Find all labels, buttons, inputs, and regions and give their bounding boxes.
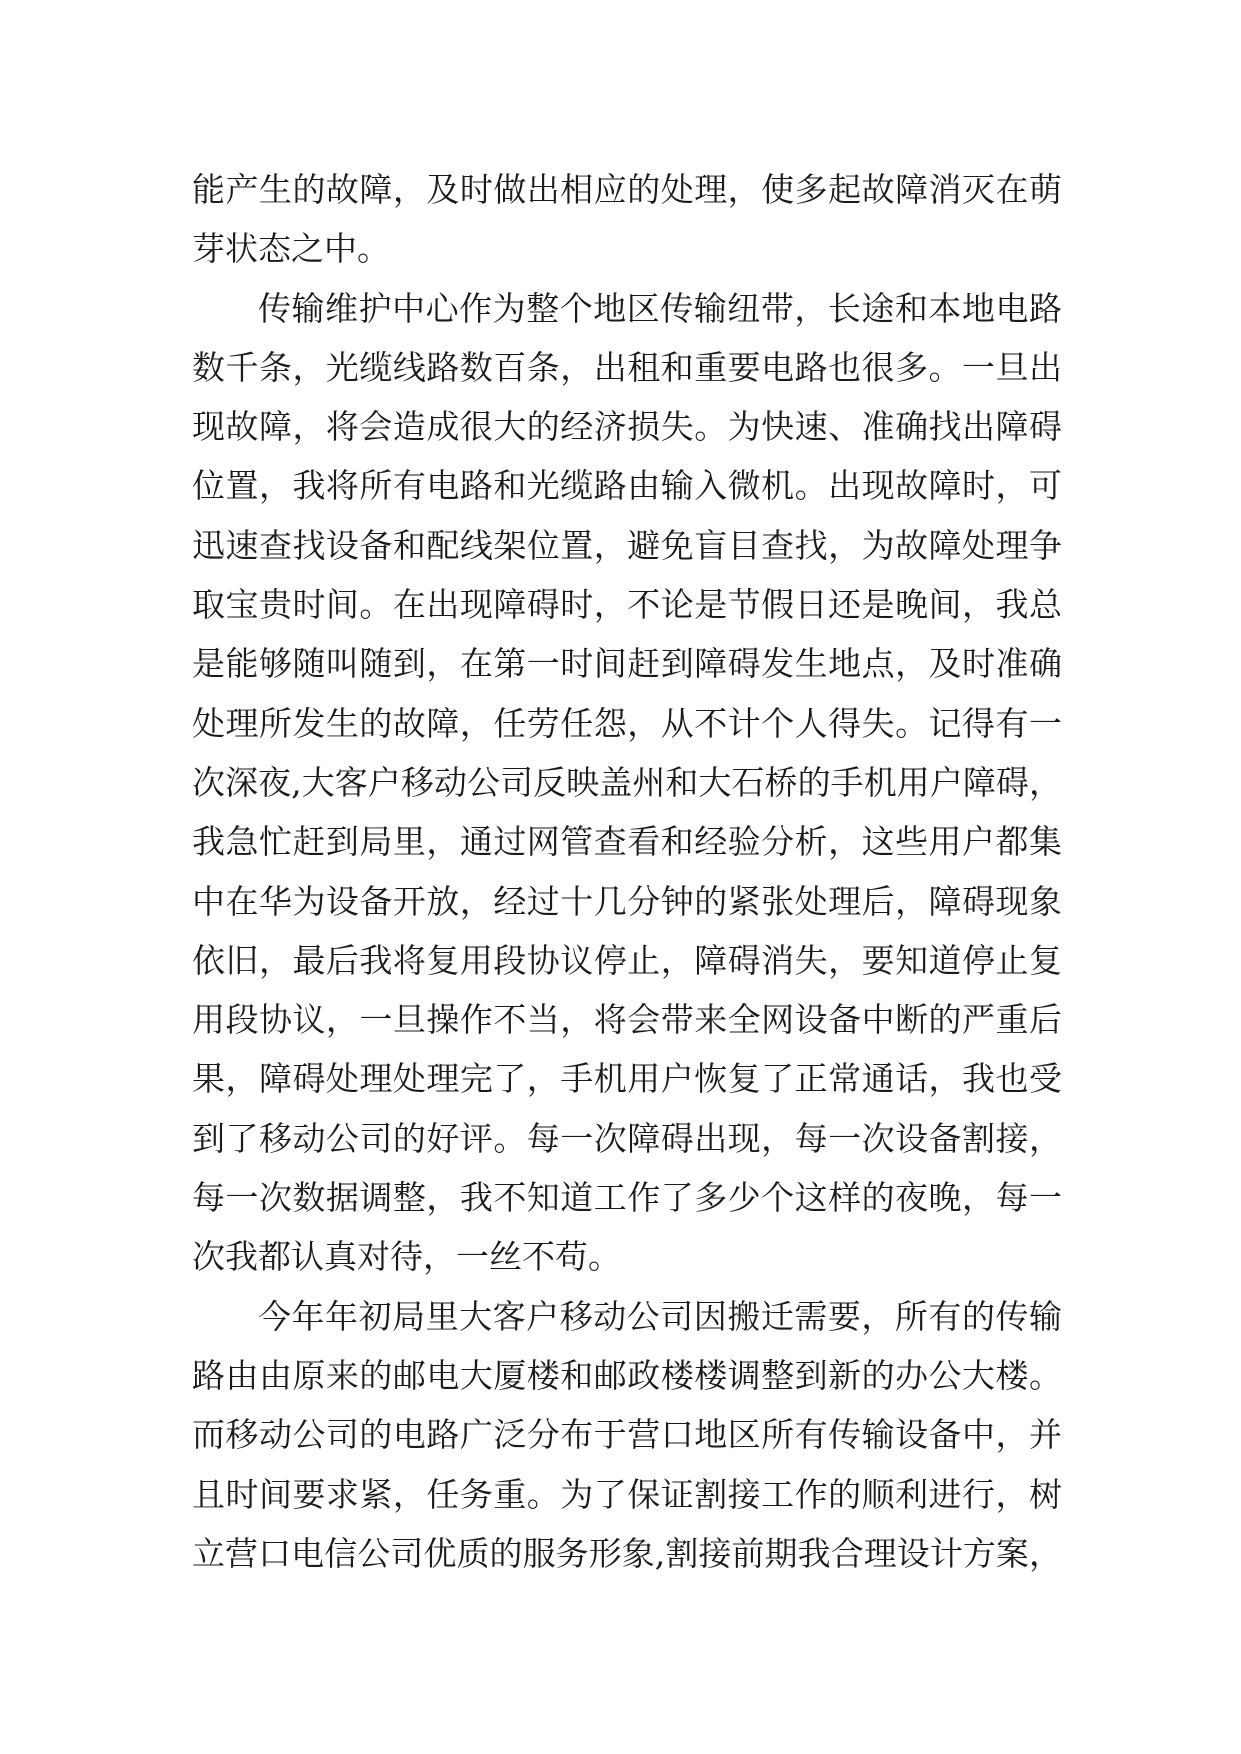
text-line: 果，障碍处理处理完了，手机用户恢复了正常通话，我也受 <box>192 1059 1062 1099</box>
text-line: 能产生的故障，及时做出相应的处理，使多起故障消灭在萌 <box>192 170 1062 209</box>
text-line: 到了移动公司的好评。每一次障碍出现，每一次设备割接， <box>192 1118 1062 1158</box>
text-line: 次我都认真对待，一丝不苟。 <box>192 1237 621 1277</box>
text-line: 迅速查找设备和配线架位置，避免盲目查找，为故障处理争 <box>192 525 1062 565</box>
text-line: 中在华为设备开放，经过十几分钟的紧张处理后，障碍现象 <box>192 881 1062 921</box>
text-line: 每一次数据调整，我不知道工作了多少个这样的夜晚，每一 <box>192 1178 1062 1218</box>
text-line: 现故障，将会造成很大的经济损失。为快速、准确找出障碍 <box>192 407 1062 447</box>
text-line: 处理所发生的故障，任劳任怨，从不计个人得失。记得有一 <box>192 703 1062 743</box>
text-line: 我急忙赶到局里，通过网管查看和经验分析，这些用户都集 <box>192 822 1062 862</box>
paragraph-first-line: 传输维护中心作为整个地区传输纽带，长途和本地电路 <box>258 288 1062 328</box>
body-text <box>192 160 1062 1583</box>
text-line: 路由由原来的邮电大厦楼和邮政楼楼调整到新的办公大楼。 <box>192 1355 1062 1395</box>
paragraph-first-line: 今年年初局里大客户移动公司因搬迁需要，所有的传输 <box>258 1296 1062 1336</box>
text-line: 而移动公司的电路广泛分布于营口地区所有传输设备中，并 <box>192 1415 1062 1455</box>
text-line: 数千条，光缆线路数百条，出租和重要电路也很多。一旦出 <box>192 347 1062 387</box>
text-line: 用段协议，一旦操作不当，将会带来全网设备中断的严重后 <box>192 1000 1062 1040</box>
text-line: 依旧，最后我将复用段协议停止，障碍消失，要知道停止复 <box>192 940 1062 980</box>
text-line: 取宝贵时间。在出现障碍时，不论是节假日还是晚间，我总 <box>192 585 1062 625</box>
text-line: 是能够随叫随到，在第一时间赶到障碍发生地点，及时准确 <box>192 644 1062 684</box>
text-line: 且时间要求紧，任务重。为了保证割接工作的顺利进行，树 <box>192 1474 1062 1514</box>
text-line: 立营口电信公司优质的服务形象,割接前期我合理设计方案， <box>192 1533 1062 1573</box>
text-line: 位置，我将所有电路和光缆路由输入微机。出现故障时，可 <box>192 466 1062 506</box>
text-line: 芽状态之中。 <box>192 229 390 269</box>
text-line: 次深夜,大客户移动公司反映盖州和大石桥的手机用户障碍， <box>192 762 1062 802</box>
